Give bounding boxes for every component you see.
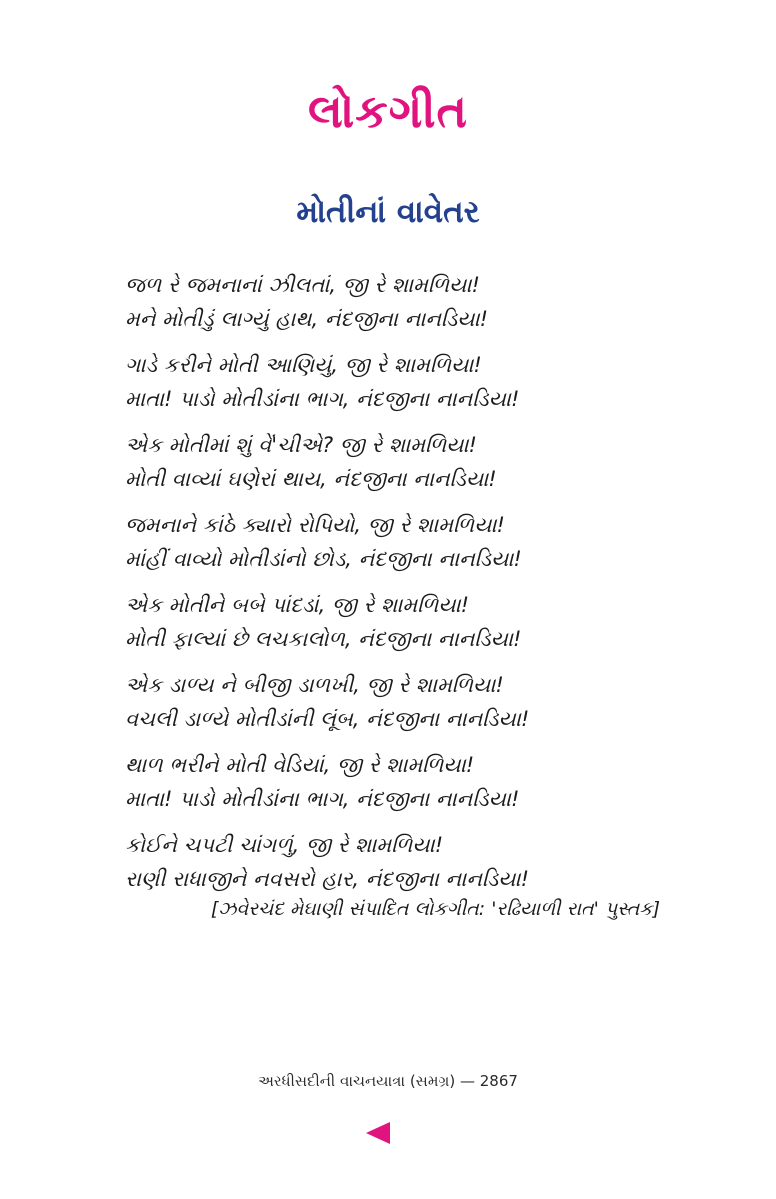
attribution: [ઝવેરચંદ મેઘાણી સંપાદિત લોકગીત: 'રઢિયાળી રાત' પુસ્તક] xyxy=(210,898,660,920)
poem-line: એક મોતીને બબે પાંદડાં, જી રે શામળિયા! xyxy=(125,593,470,617)
stanza xyxy=(125,348,685,416)
nav-back-icon[interactable] xyxy=(366,1122,390,1144)
poem-line: મોતી વાવ્યાં ઘણેરાં થાય, નંદજીના નાનડિયા! xyxy=(125,467,497,491)
poem-line: વચલી ડાળ્યે મોતીડાંની લૂંબ, નંદજીના નાનડિયા! xyxy=(125,707,530,731)
poem-line: માંહીં વાવ્યો મોતીડાંનો છોડ, નંદજીના નાનડિયા! xyxy=(125,547,522,571)
stanza xyxy=(125,588,685,656)
poem-line: જળ રે જમનાનાં ઝીલતાં, જી રે શામળિયા! xyxy=(125,273,480,297)
book-footer: અરધીસદીની વાચનયાત્રા (સમગ્ર) — 2867 xyxy=(258,1072,518,1090)
section-title: લોકગીત xyxy=(308,84,468,138)
poem-line: મોતી ફાલ્યાં છે લચકાલોળ, નંદજીના નાનડિયા! xyxy=(125,627,522,651)
poem-line: માતા! પાડો મોતીડાંના ભાગ, નંદજીના નાનડિયા! xyxy=(125,787,520,811)
stanza xyxy=(125,828,685,896)
poem-line: એક મોતીમાં શું વેં'ચીએ? જી રે શામળિયા! xyxy=(125,433,477,457)
poem-body xyxy=(125,268,685,908)
poem-line: મને મોતીડું લાગ્યું હાથ, નંદજીના નાનડિયા! xyxy=(125,307,489,331)
stanza xyxy=(125,508,685,576)
poem-line: માતા! પાડો મોતીડાંના ભાગ, નંદજીના નાનડિયા! xyxy=(125,387,520,411)
stanza xyxy=(125,428,685,496)
stanza xyxy=(125,268,685,336)
poem-title: મોતીનાં વાવેતર xyxy=(296,194,480,230)
poem-line: કોઈને ચપટી ચાંગળું, જી રે શામળિયા! xyxy=(125,833,444,857)
poem-line: થાળ ભરીને મોતી વેડિયાં, જી રે શામળિયા! xyxy=(125,753,475,777)
stanza xyxy=(125,668,685,736)
poem-line: રાણી રાધાજીને નવસરો હાર, નંદજીના નાનડિયા! xyxy=(125,867,529,891)
stanza xyxy=(125,748,685,816)
poem-line: એક ડાળ્ય ને બીજી ડાળખી, જી રે શામળિયા! xyxy=(125,673,504,697)
poem-line: જમનાને કાંઠે ક્યારો રોપિયો, જી રે શામળિયા! xyxy=(125,513,505,537)
poem-line: ગાડે કરીને મોતી આણિયું, જી રે શામળિયા! xyxy=(125,353,482,377)
